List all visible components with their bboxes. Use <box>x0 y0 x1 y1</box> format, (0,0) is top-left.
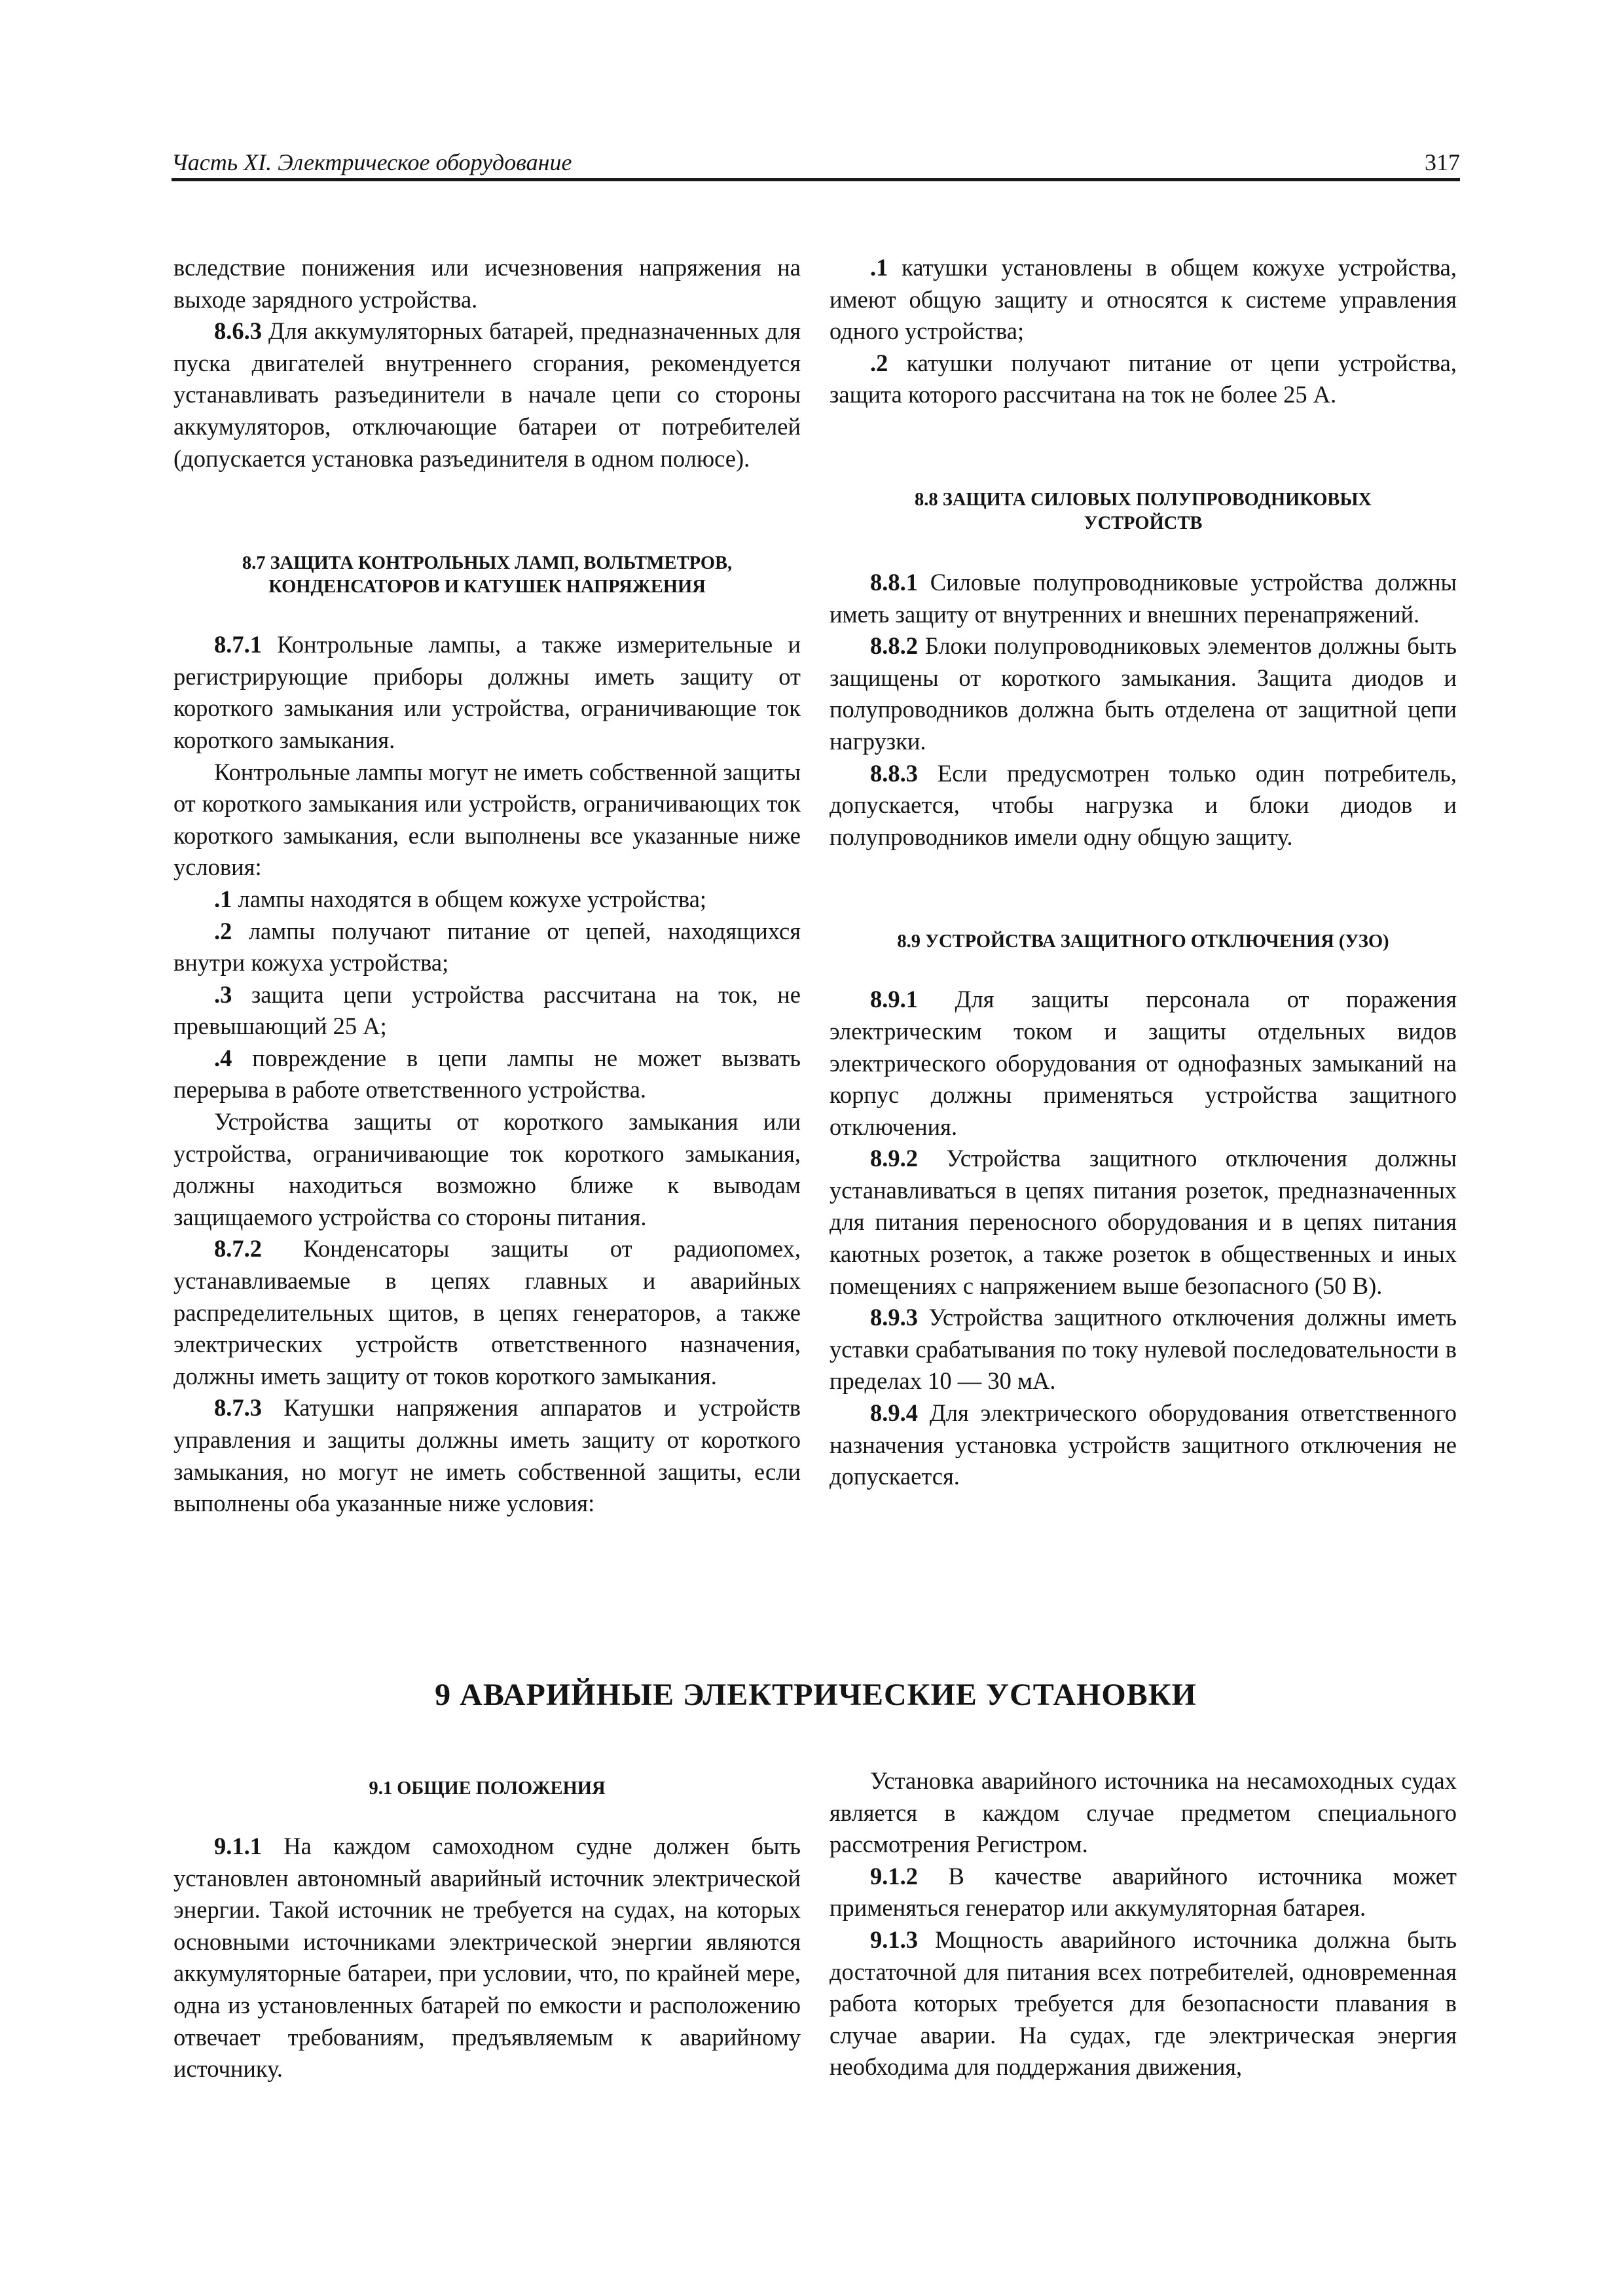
clause-number: 8.9.4 <box>870 1399 918 1427</box>
clause-number: 8.8.1 <box>870 568 918 596</box>
list-item <box>173 916 801 979</box>
item-text: катушки получают питание от цепи устройства, защита которого рассчитана на ток не более 25 А. <box>830 349 1457 408</box>
item-number: .2 <box>870 349 888 376</box>
section-heading: 8.9 УСТРОЙСТВА ЗАЩИТНОГО ОТКЛЮЧЕНИЯ (УЗО) <box>897 931 1389 952</box>
paragraph-text: Для защиты персонала от поражения электрическим током и защиты отдельных видов электрического оборудования от однофазных замыканий на корпус должны применяться устройства защитного отключения. <box>830 986 1457 1140</box>
item-number: .3 <box>214 980 232 1008</box>
clause-number: 9.1.1 <box>214 1833 262 1859</box>
list-item <box>173 884 801 916</box>
clause-number: 8.9.1 <box>870 986 918 1013</box>
paragraph: Контрольные лампы могут не иметь собственной защиты от короткого замыкания или устройств, ограничивающих ток короткого замыкания, если выполнены все указанные ниже условия: <box>173 758 801 881</box>
clause-number: 8.6.3 <box>214 317 262 345</box>
paragraph-text: Для аккумуляторных батарей, предназначенных для пуска двигателей внутреннего сгорания, рекомендуется устанавливать разъединители в начале цепи со стороны аккумуляторов, отключающие батареи от потребителей (допускается установка разъединителя в одном полюсе). <box>173 317 801 472</box>
clause-number: 8.7.3 <box>214 1394 262 1422</box>
chapter-heading: 9 АВАРИЙНЫЕ ЭЛЕКТРИЧЕСКИЕ УСТАНОВКИ <box>435 1677 1197 1712</box>
item-number: .1 <box>214 885 232 912</box>
item-number: .1 <box>870 254 888 281</box>
right-column-top <box>830 252 1457 1493</box>
clause-number: 8.7.2 <box>214 1235 262 1263</box>
paragraph: вследствие понижения или исчезновения напряжения на выходе зарядного устройства. <box>173 254 801 313</box>
paragraph <box>830 630 1457 757</box>
paragraph <box>830 567 1457 630</box>
right-column-bottom <box>830 1765 1457 2083</box>
clause-number: 9.1.2 <box>870 1862 918 1890</box>
item-text: защита цепи устройства рассчитана на ток, не превышающий 25 А; <box>173 980 801 1040</box>
item-text: повреждение в цепи лампы не может вызвать перерыва в работе ответственного устройства. <box>173 1044 801 1103</box>
page-number: 317 <box>1425 149 1460 175</box>
paragraph-text: Устройства защитного отключения должны устанавливаться в цепях питания розеток, предназначенных для питания переносного оборудования и в цепях питания каютных розеток, а также розеток в общественных и иных помещениях с напряжением выше безопасного (50 В). <box>830 1145 1457 1299</box>
paragraph <box>830 1302 1457 1397</box>
paragraph-text: Конденсаторы защиты от радиопомех, устанавливаемые в цепях главных и аварийных распределительных щитов, в цепях генераторов, а также электрических устройств ответственного назначения, должны иметь защиту от токов короткого замыкания. <box>173 1235 801 1390</box>
list-item <box>830 252 1457 348</box>
section-heading: 8.8 ЗАЩИТА СИЛОВЫХ ПОЛУПРОВОДНИКОВЫХ УСТРОЙСТВ <box>914 489 1372 533</box>
paragraph-text: Блоки полупроводниковых элементов должны быть защищены от короткого замыкания. Защита диодов и полупроводников должна быть отделена от защитной цепи нагрузки. <box>830 632 1457 755</box>
item-text: лампы получают питание от цепей, находящихся внутри кожуха устройства; <box>173 917 801 977</box>
paragraph-text: Для электрического оборудования ответственного назначения установка устройств защитного отключения не допускается. <box>830 1399 1457 1490</box>
running-header-title: Часть XI. Электрическое оборудование <box>172 149 572 175</box>
paragraph-text: Устройства защитного отключения должны иметь уставки срабатывания по току нулевой последовательности в пределах 10 — 30 мА. <box>830 1304 1457 1395</box>
list-item <box>830 348 1457 411</box>
left-column-top <box>173 252 801 1520</box>
item-number: .4 <box>214 1044 232 1071</box>
paragraph: Устройства защиты от короткого замыкания или устройства, ограничивающие ток короткого замыкания, должны находиться возможно ближе к выводам защищаемого устройства со стороны питания. <box>173 1108 801 1230</box>
paragraph <box>830 1924 1457 2083</box>
left-column-bottom <box>173 1777 801 2085</box>
paragraph <box>173 1233 801 1392</box>
paragraph-text: Контрольные лампы, а также измерительные и регистрирующие приборы должны иметь защиту от короткого замыкания или устройства, ограничивающие ток короткого замыкания. <box>173 631 801 753</box>
paragraph <box>173 315 801 475</box>
paragraph-text: Если предусмотрен только один потребитель, допускается, чтобы нагрузка и блоки диодов и полупроводников имели одну общую защиту. <box>830 759 1457 850</box>
paragraph-text: Катушки напряжения аппаратов и устройств управления и защиты должны иметь защиту от короткого замыкания, но могут не иметь собственной защиты, если выполнены оба указанные ниже условия: <box>173 1394 801 1517</box>
clause-number: 8.8.3 <box>870 759 918 787</box>
paragraph <box>830 758 1457 853</box>
running-header <box>172 144 1460 181</box>
paragraph <box>173 1392 801 1519</box>
paragraph-text: В качестве аварийного источника может применяться генератор или аккумуляторная батарея. <box>830 1862 1457 1922</box>
clause-number: 8.9.3 <box>870 1304 918 1331</box>
paragraph <box>173 1831 801 2085</box>
paragraph <box>830 1397 1457 1493</box>
paragraph-text: Силовые полупроводниковые устройства должны иметь защиту от внутренних и внешних перенапряжений. <box>830 568 1457 628</box>
section-heading: 8.7 ЗАЩИТА КОНТРОЛЬНЫХ ЛАМП, ВОЛЬТМЕТРОВ, КОНДЕНСАТОРОВ И КАТУШЕК НАПРЯЖЕНИЯ <box>242 553 733 598</box>
paragraph-text: Мощность аварийного источника должна быть достаточной для питания всех потребителей, одновременная работа которых требуется для безопасности плавания в случае аварии. На судах, где электрическая энергия необходима для поддержания движения, <box>830 1926 1457 2081</box>
clause-number: 8.8.2 <box>870 632 918 660</box>
paragraph-text: На каждом самоходном судне должен быть установлен автономный аварийный источник электрической энергии. Такой источник не требуется на судах, на которых основными источниками электрической энергии являются аккумуляторные батареи, при условии, что, по крайней мере, одна из установленных батарей по емкости и расположению отвечает требованиям, предъявляемым к аварийному источнику. <box>173 1833 801 2083</box>
section-heading: 9.1 ОБЩИЕ ПОЛОЖЕНИЯ <box>369 1778 606 1799</box>
clause-number: 8.7.1 <box>214 631 262 658</box>
paragraph <box>173 629 801 756</box>
clause-number: 8.9.2 <box>870 1145 918 1172</box>
paragraph: Установка аварийного источника на несамоходных судах является в каждом случае предметом специального рассмотрения Регистром. <box>830 1767 1457 1858</box>
item-text: катушки установлены в общем кожухе устройства, имеют общую защиту и относятся к системе управления одного устройства; <box>830 254 1457 345</box>
clause-number: 9.1.3 <box>870 1926 918 1953</box>
item-text: лампы находятся в общем кожухе устройства; <box>232 885 707 912</box>
paragraph <box>830 1143 1457 1302</box>
item-number: .2 <box>214 917 232 944</box>
list-item <box>173 979 801 1043</box>
paragraph <box>830 984 1457 1143</box>
paragraph <box>830 1861 1457 1924</box>
list-item <box>173 1043 801 1106</box>
